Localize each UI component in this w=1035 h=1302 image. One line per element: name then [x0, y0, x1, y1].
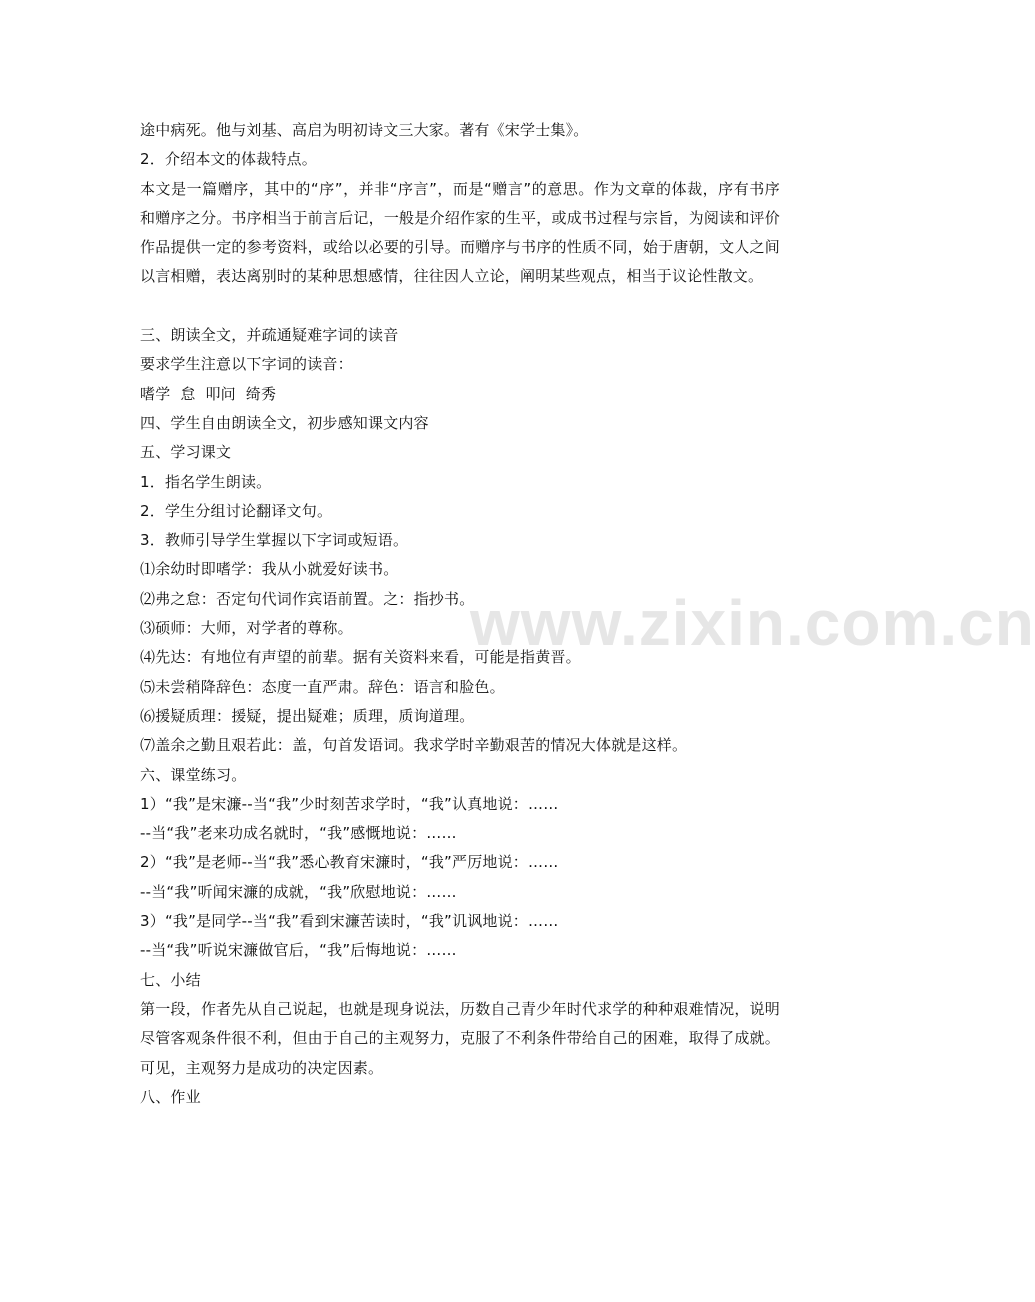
watermark-text: www.zixin.com.cn: [470, 587, 1035, 659]
section-heading-7: 七、小结: [140, 970, 201, 989]
text-line: 途中病死。他与刘基、高启为明初诗文三大家。著有《宋学士集》。: [140, 121, 589, 139]
text-line: 2．介绍本文的体裁特点。: [140, 150, 317, 169]
section-heading-3: 三、朗读全文，并疏通疑难字词的读音: [140, 326, 399, 345]
vocab-item: ⑸未尝稍降辞色：态度一直严肃。辞色：语言和脸色。: [140, 677, 505, 696]
exercise-line: --当“我”老来功成名就时，“我”感慨地说：……: [140, 824, 457, 843]
summary-paragraph: 第一段，作者先从自己说起，也就是现身说法，历数自己青少年时代求学的种种艰难情况，说明尽管客观条件很不利，但由于自己的主观努力，克服了不利条件带给自己的困难，取得了成就。可见，主观努力是成功的决定因素。: [140, 999, 780, 1077]
section-heading-5: 五、学习课文: [140, 443, 232, 462]
intro-paragraph: 本文是一篇赠序，其中的“序”，并非“序言”，而是“赠言”的意思。作为文章的体裁，序有书序和赠序之分。书序相当于前言后记，一般是介绍作家的生平，或成书过程与宗旨，为阅读和评价作品提供一定的参考资料，或给以必要的引导。而赠序与书序的性质不同，始于唐朝，文人之间以言相赠，表达离别时的某种思想感情，往往因人立论，阐明某些观点，相当于议论性散文。: [140, 179, 780, 286]
exercise-line: --当“我”听说宋濂做官后，“我”后悔地说：……: [140, 941, 457, 960]
section3-instruction: 要求学生注意以下字词的读音：: [140, 355, 353, 374]
vocab-item: ⑶硕师：大师，对学者的尊称。: [140, 619, 353, 638]
document-body: [140, 116, 780, 1112]
section3-words: 嗜学 怠 叩问 绮秀: [140, 384, 277, 403]
vocab-item: ⑺盖余之勤且艰若此：盖，句首发语词。我求学时辛勤艰苦的情况大体就是这样。: [140, 736, 688, 755]
exercise-line: --当“我”听闻宋濂的成就，“我”欣慰地说：……: [140, 882, 457, 901]
section5-step: 2．学生分组讨论翻译文句。: [140, 501, 333, 520]
section-heading-8: 八、作业: [140, 1087, 201, 1106]
section-heading-4: 四、学生自由朗读全文，初步感知课文内容: [140, 413, 429, 432]
exercise-line: 1）“我”是宋濂--当“我”少时刻苦求学时，“我”认真地说：……: [140, 794, 559, 813]
section-heading-6: 六、课堂练习。: [140, 765, 247, 784]
vocab-item: ⑴余幼时即嗜学：我从小就爱好读书。: [140, 560, 399, 579]
vocab-item: ⑵弗之怠：否定句代词作宾语前置。之：指抄书。: [140, 589, 475, 608]
exercise-line: 2）“我”是老师--当“我”悉心教育宋濂时，“我”严厉地说：……: [140, 853, 559, 872]
section5-step: 3．教师引导学生掌握以下字词或短语。: [140, 531, 409, 550]
exercise-line: 3）“我”是同学--当“我”看到宋濂苦读时，“我”讥讽地说：……: [140, 912, 559, 931]
vocab-item: ⑷先达：有地位有声望的前辈。据有关资料来看，可能是指黄晋。: [140, 648, 581, 667]
section5-step: 1．指名学生朗读。: [140, 472, 272, 491]
vocab-item: ⑹援疑质理：援疑，提出疑难；质理，质询道理。: [140, 706, 475, 725]
